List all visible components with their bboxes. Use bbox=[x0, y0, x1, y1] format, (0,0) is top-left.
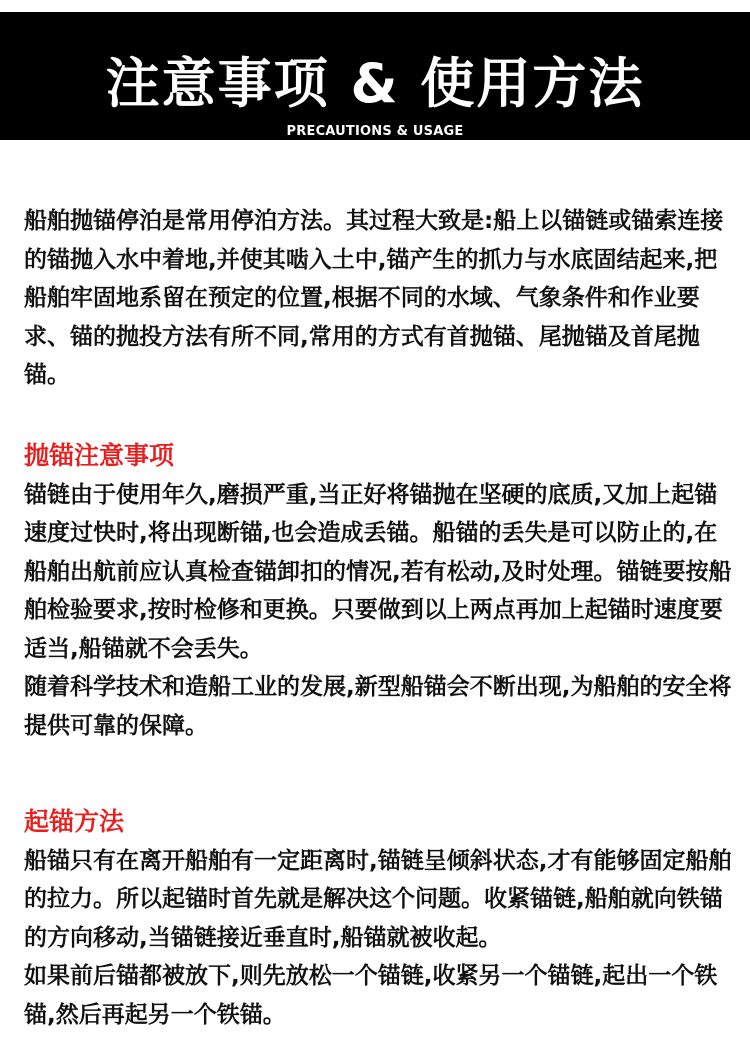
anchor-weighing-heading: 起锚方法 bbox=[24, 807, 125, 836]
intro-section bbox=[24, 202, 734, 395]
header-banner bbox=[0, 12, 750, 140]
precautions-heading: 抛锚注意事项 bbox=[24, 441, 175, 470]
anchor-weighing-section bbox=[24, 803, 734, 1034]
anchor-weighing-paragraph: 如果前后锚都被放下,则先放松一个锚链,收紧另一个锚链,起出一个铁锚,然后再起另一个铁锚。 bbox=[24, 963, 718, 1028]
precautions-paragraph: 锚链由于使用年久,磨损严重,当正好将锚抛在坚硬的底质,又加上起锚速度过快时,将出现断锚,也会造成丢锚。船锚的丢失是可以防止的,在船舶出航前应认真检查锚卸扣的情况,若有松动,及时处理。锚链要按船舶检验要求,按时检修和更换。只要做到以上两点再加上起锚时速度要适当,船锚就不会丢失。 bbox=[24, 481, 732, 662]
precautions-paragraph: 随着科学技术和造船工业的发展,新型船锚会不断出现,为船舶的安全将提供可靠的保障。 bbox=[24, 674, 732, 739]
precautions-section bbox=[24, 437, 734, 745]
anchor-weighing-paragraph: 船锚只有在离开船舶有一定距离时,锚链呈倾斜状态,才有能够固定船舶的拉力。所以起锚时首先就是解决这个问题。收紧锚链,船舶就向铁锚的方向移动,当锚链接近垂直时,船锚就被收起。 bbox=[24, 847, 732, 951]
page-subtitle: PRECAUTIONS & USAGE bbox=[286, 124, 464, 139]
page-title: 注意事项 & 使用方法 bbox=[105, 52, 645, 115]
intro-paragraph: 船舶抛锚停泊是常用停泊方法。其过程大致是:船上以锚链或锚索连接的锚抛入水中着地,并使其啮入土中,锚产生的抓力与水底固结起来,把船舶牢固地系留在预定的位置,根据不同的水域、气象条件和作业要求、锚的抛投方法有所不同,常用的方式有首抛锚、尾抛锚及首尾抛锚。 bbox=[24, 208, 724, 388]
